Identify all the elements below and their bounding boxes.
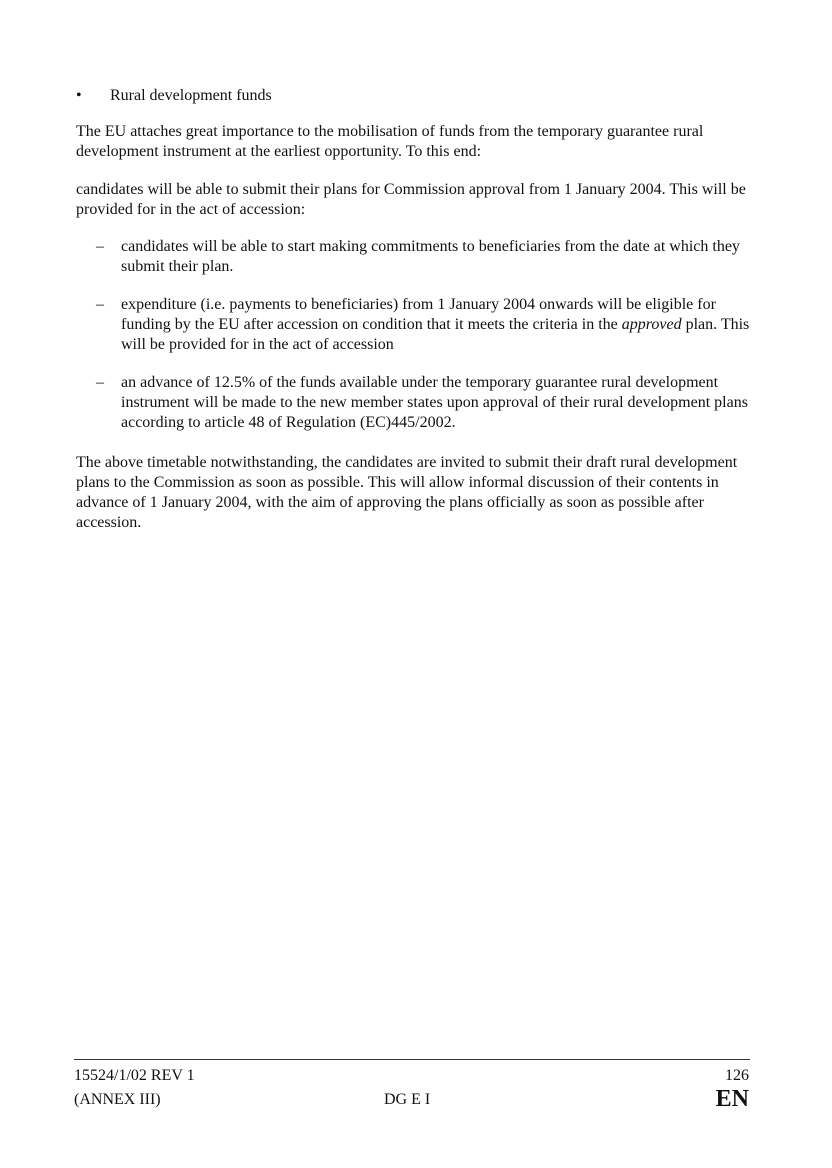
document-reference: 15524/1/02 REV 1	[74, 1067, 195, 1084]
emphasis-approved: approved	[621, 316, 682, 333]
closing-paragraph: The above timetable notwithstanding, the candidates are invited to submit their draft rural development plans to the Commission as soon as possible. This will allow informal discussion of their contents in advance of 1 January 2004, with the aim of approving the plans officially as soon as possible after accession.	[76, 454, 738, 531]
list-item-text: candidates will be able to start making commitments to beneficiaries from the date at which they submit their plan.	[121, 238, 740, 275]
dash-marker: –	[96, 374, 104, 391]
list-item	[96, 237, 756, 277]
page-number: 126	[725, 1067, 749, 1084]
list-item	[96, 295, 756, 355]
list-item-text-part: plan. This will be provided for in the act of accession	[121, 316, 750, 353]
dash-marker: –	[96, 238, 104, 255]
annex-label: (ANNEX III)	[74, 1091, 161, 1108]
language-code: EN	[715, 1086, 749, 1112]
department-label: DG E I	[384, 1091, 431, 1108]
list-item-text: an advance of 12.5% of the funds available under the temporary guarantee rural development instrument will be made to the new member states upon approval of their rural development plans according to article 48 of Regulation (EC)445/2002.	[121, 374, 748, 431]
list-item-text	[121, 295, 756, 355]
dash-list	[96, 237, 756, 433]
intro-paragraph: The EU attaches great importance to the mobilisation of funds from the temporary guarantee rural development instrument at the earliest opportunity. To this end:	[76, 123, 704, 160]
dash-marker: –	[96, 296, 104, 313]
section-heading-text: Rural development funds	[110, 87, 272, 104]
list-item-text-part: expenditure (i.e. payments to beneficiaries) from 1 January 2004 onwards will be eligible for funding by the EU after accession on condition that it meets the criteria in the	[121, 296, 716, 333]
footer-divider	[74, 1059, 750, 1060]
list-item	[96, 373, 756, 433]
candidates-paragraph: candidates will be able to submit their plans for Commission approval from 1 January 2004. This will be provided for in the act of accession:	[76, 181, 746, 218]
section-heading	[76, 86, 776, 106]
bullet-icon: •	[76, 87, 82, 104]
